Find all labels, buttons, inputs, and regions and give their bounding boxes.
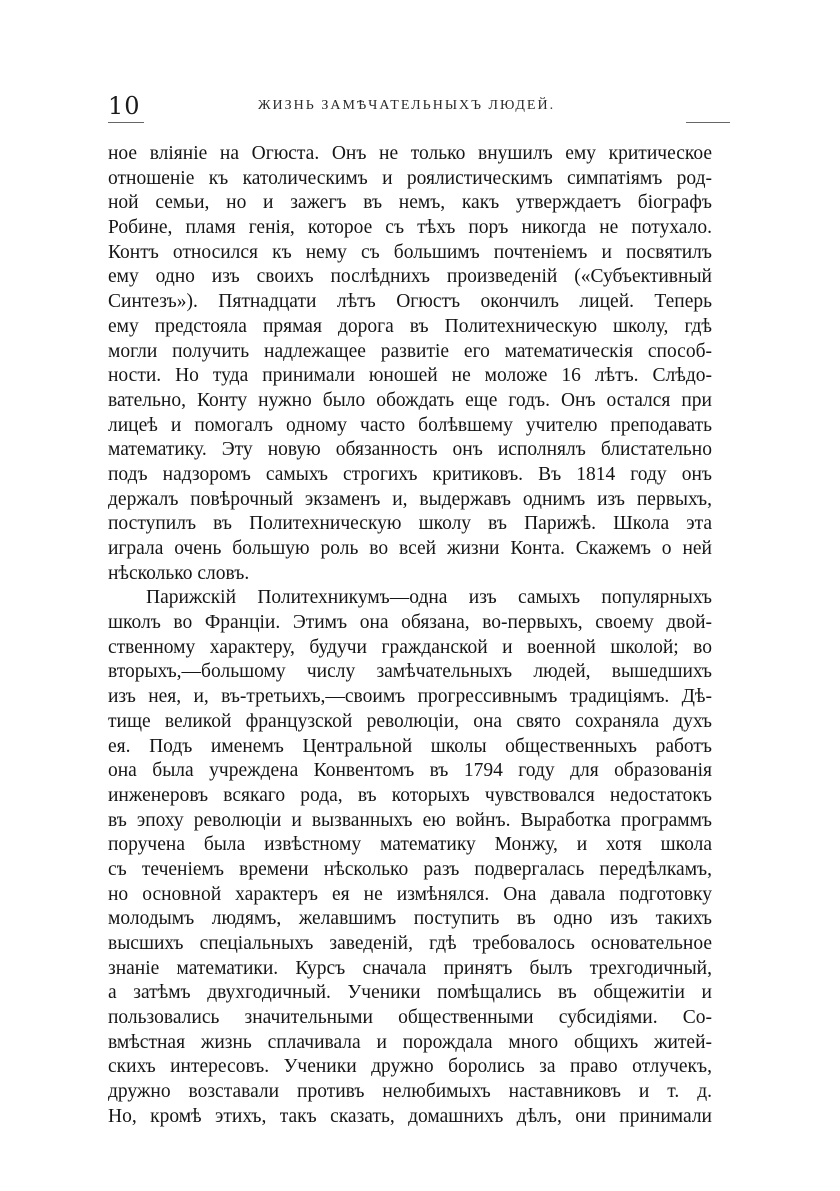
text-line: подъ надзоромъ самыхъ строгихъ критиковъ. Въ 1814 году онъ	[108, 463, 712, 485]
text-line: ственному характеру, будучи гражданской и военной школой; во	[108, 636, 712, 658]
paragraph-2	[108, 586, 712, 1129]
running-head: ЖИЗНЬ ЗАМѢЧАТЕЛЬНЫХЪ ЛЮДЕЙ.	[258, 98, 556, 113]
text-line: она была учреждена Конвентомъ въ 1794 году для образованія	[108, 760, 712, 782]
text-line: Робине, пламя генія, которое съ тѣхъ поръ никогда не потухало.	[108, 217, 712, 239]
text-line: Но, кромѣ этихъ, такъ сказать, домашнихъ дѣлъ, они принимали	[108, 1105, 712, 1127]
header-rule-left	[108, 122, 144, 123]
text-line: ное вліяніе на Огюста. Онъ не только внушилъ ему критическое	[108, 143, 712, 164]
text-line: дружно возставали противъ нелюбимыхъ наставниковъ и т. д.	[108, 1081, 712, 1103]
text-line: Парижскій Политехникумъ—одна изъ самыхъ популярныхъ	[146, 587, 712, 609]
paragraph-1	[108, 142, 712, 586]
text-line: нѣсколько словъ.	[108, 562, 250, 584]
text-line: тище великой французской революціи, она свято сохраняла духъ	[108, 710, 712, 732]
text-line: играла очень большую роль во всей жизни Конта. Скажемъ о ней	[108, 538, 712, 559]
text-line: ему одно изъ своихъ послѣднихъ произведеній («Субъективный	[108, 266, 712, 288]
text-line: съ теченіемъ времени нѣсколько разъ подвергалась передѣлкамъ,	[108, 858, 712, 880]
text-line: отношеніе къ католическимъ и роялистическимъ симпатіямъ род-	[108, 167, 712, 189]
text-line: математику. Эту новую обязанность онъ исполнялъ блистательно	[108, 439, 712, 461]
text-line: лицеѣ и помогалъ одному часто болѣвшему учителю преподавать	[108, 414, 712, 436]
text-line: вательно, Конту нужно было обождать еще годъ. Онъ остался при	[108, 389, 712, 411]
text-line: высшихъ спеціальныхъ заведеній, гдѣ требовалось основательное	[108, 933, 712, 954]
text-line: знаніе математики. Курсъ сначала принятъ былъ трехгодичный,	[108, 957, 712, 979]
text-line: держалъ повѣрочный экзаменъ и, выдержавъ однимъ изъ первыхъ,	[108, 488, 712, 510]
text-line: могли получить надлежащее развитіе его математическія способ-	[108, 340, 712, 362]
text-line: школъ во Франціи. Этимъ она обязана, во-первыхъ, своему двой-	[108, 612, 712, 634]
text-line: молодымъ людямъ, желавшимъ поступить въ одно изъ такихъ	[108, 908, 712, 930]
text-line: Синтезъ»). Пятнадцати лѣтъ Огюстъ окончилъ лицей. Теперь	[108, 291, 712, 313]
text-line: а затѣмъ двухгодичный. Ученики помѣщались въ общежитіи и	[108, 982, 712, 1004]
page-number: 10	[108, 92, 141, 120]
text-line: ной семьи, но и зажегъ въ немъ, какъ утверждаетъ біографъ	[108, 192, 712, 214]
text-line: но основной характеръ ея не измѣнялся. Она давала подготовку	[108, 883, 712, 905]
text-line: ему предстояла прямая дорога въ Политехническую школу, гдѣ	[108, 315, 712, 337]
text-line: поручена была извѣстному математику Монжу, и хотя школа	[108, 834, 712, 856]
page-header	[108, 92, 724, 128]
text-line: поступилъ въ Политехническую школу въ Парижѣ. Школа эта	[108, 513, 712, 535]
header-rule-right	[686, 122, 730, 123]
text-line: ности. Но туда принимали юношей не моложе 16 лѣтъ. Слѣдо-	[108, 365, 712, 387]
text-line: изъ нея, и, въ-третьихъ,—своимъ прогрессивнымъ традиціямъ. Дѣ-	[108, 686, 712, 708]
text-line: вторыхъ,—большому числу замѣчательныхъ людей, вышедшихъ	[108, 661, 712, 683]
text-line: инженеровъ всякаго рода, въ которыхъ чувствовался недостатокъ	[108, 784, 712, 806]
text-line: Контъ относился къ нему съ большимъ почтеніемъ и посвятилъ	[108, 241, 712, 263]
text-line: вмѣстная жизнь сплачивала и порождала много общихъ житей-	[108, 1031, 712, 1053]
body-text	[108, 142, 712, 1130]
text-line: скихъ интересовъ. Ученики дружно боролись за право отлучекъ,	[108, 1056, 712, 1078]
text-line: въ эпоху революціи и вызванныхъ ею войнъ. Выработка программъ	[108, 809, 712, 831]
text-line: пользовались значительными общественными субсидіями. Со-	[108, 1007, 712, 1029]
text-line: ея. Подъ именемъ Центральной школы общественныхъ работъ	[108, 735, 712, 757]
